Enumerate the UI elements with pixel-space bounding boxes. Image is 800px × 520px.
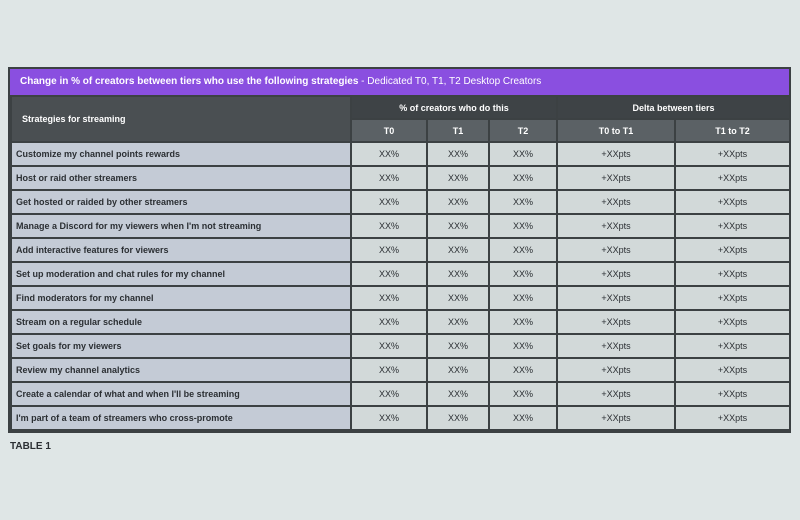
- value-cell-d2: +XXpts: [676, 239, 789, 261]
- value-cell-t2: XX%: [490, 239, 556, 261]
- value-cell-t1: XX%: [428, 311, 488, 333]
- table-row: [12, 191, 789, 213]
- banner-title: Change in % of creators between tiers who use the following strategies: [20, 76, 359, 87]
- value-cell-t0: XX%: [352, 287, 426, 309]
- strategy-label: Create a calendar of what and when I'll be streaming: [12, 383, 350, 405]
- value-cell-t0: XX%: [352, 143, 426, 165]
- value-cell-t1: XX%: [428, 335, 488, 357]
- table-row: [12, 263, 789, 285]
- value-cell-t1: XX%: [428, 383, 488, 405]
- strategies-table-panel: [8, 67, 791, 433]
- value-cell-d2: +XXpts: [676, 311, 789, 333]
- value-cell-t0: XX%: [352, 239, 426, 261]
- value-cell-d1: +XXpts: [558, 143, 674, 165]
- value-cell-d2: +XXpts: [676, 407, 789, 429]
- strategy-label: Add interactive features for viewers: [12, 239, 350, 261]
- value-cell-t0: XX%: [352, 167, 426, 189]
- table-body: [12, 143, 789, 429]
- value-cell-t0: XX%: [352, 359, 426, 381]
- value-cell-d2: +XXpts: [676, 191, 789, 213]
- value-cell-t2: XX%: [490, 335, 556, 357]
- value-cell-d1: +XXpts: [558, 167, 674, 189]
- delta-group-header: Delta between tiers: [558, 97, 789, 118]
- value-cell-t2: XX%: [490, 287, 556, 309]
- table-banner: [10, 69, 789, 95]
- strategy-label: Manage a Discord for my viewers when I'm not streaming: [12, 215, 350, 237]
- value-cell-t2: XX%: [490, 191, 556, 213]
- value-cell-d2: +XXpts: [676, 383, 789, 405]
- table-row: [12, 359, 789, 381]
- table-row: [12, 407, 789, 429]
- banner-subtitle: - Dedicated T0, T1, T2 Desktop Creators: [358, 76, 542, 87]
- strategies-table: [10, 95, 791, 431]
- col-header-t1: T1: [428, 120, 488, 141]
- strategy-label: Host or raid other streamers: [12, 167, 350, 189]
- value-cell-d2: +XXpts: [676, 167, 789, 189]
- table-row: [12, 239, 789, 261]
- value-cell-t1: XX%: [428, 167, 488, 189]
- strategy-label: Set goals for my viewers: [12, 335, 350, 357]
- strategy-label: I'm part of a team of streamers who cross-promote: [12, 407, 350, 429]
- value-cell-t2: XX%: [490, 263, 556, 285]
- value-cell-t1: XX%: [428, 143, 488, 165]
- value-cell-t0: XX%: [352, 407, 426, 429]
- value-cell-d2: +XXpts: [676, 263, 789, 285]
- value-cell-t0: XX%: [352, 335, 426, 357]
- table-row: [12, 143, 789, 165]
- table-row: [12, 287, 789, 309]
- value-cell-t2: XX%: [490, 383, 556, 405]
- strategy-label: Review my channel analytics: [12, 359, 350, 381]
- value-cell-t1: XX%: [428, 215, 488, 237]
- table-row: [12, 383, 789, 405]
- strategy-label: Find moderators for my channel: [12, 287, 350, 309]
- value-cell-t0: XX%: [352, 215, 426, 237]
- value-cell-t0: XX%: [352, 263, 426, 285]
- value-cell-d2: +XXpts: [676, 215, 789, 237]
- value-cell-d2: +XXpts: [676, 287, 789, 309]
- value-cell-t2: XX%: [490, 359, 556, 381]
- col-header-t1-to-t2: T1 to T2: [676, 120, 789, 141]
- value-cell-d1: +XXpts: [558, 263, 674, 285]
- value-cell-d2: +XXpts: [676, 359, 789, 381]
- table-row: [12, 215, 789, 237]
- value-cell-t2: XX%: [490, 143, 556, 165]
- value-cell-d1: +XXpts: [558, 359, 674, 381]
- table-row: [12, 311, 789, 333]
- value-cell-t0: XX%: [352, 311, 426, 333]
- col-header-t0: T0: [352, 120, 426, 141]
- value-cell-d1: +XXpts: [558, 407, 674, 429]
- value-cell-t2: XX%: [490, 215, 556, 237]
- table-row: [12, 167, 789, 189]
- strategy-label: Customize my channel points rewards: [12, 143, 350, 165]
- value-cell-d2: +XXpts: [676, 143, 789, 165]
- value-cell-t2: XX%: [490, 167, 556, 189]
- value-cell-t0: XX%: [352, 191, 426, 213]
- value-cell-d2: +XXpts: [676, 335, 789, 357]
- value-cell-t0: XX%: [352, 383, 426, 405]
- value-cell-d1: +XXpts: [558, 239, 674, 261]
- value-cell-t1: XX%: [428, 407, 488, 429]
- value-cell-t1: XX%: [428, 263, 488, 285]
- value-cell-d1: +XXpts: [558, 287, 674, 309]
- strategy-column-header: Strategies for streaming: [12, 97, 350, 141]
- table-row: [12, 335, 789, 357]
- value-cell-d1: +XXpts: [558, 191, 674, 213]
- value-cell-t1: XX%: [428, 359, 488, 381]
- value-cell-d1: +XXpts: [558, 215, 674, 237]
- value-cell-t1: XX%: [428, 239, 488, 261]
- strategy-label: Get hosted or raided by other streamers: [12, 191, 350, 213]
- strategy-label: Stream on a regular schedule: [12, 311, 350, 333]
- percent-group-header: % of creators who do this: [352, 97, 556, 118]
- value-cell-t2: XX%: [490, 311, 556, 333]
- value-cell-t1: XX%: [428, 287, 488, 309]
- value-cell-d1: +XXpts: [558, 383, 674, 405]
- value-cell-t1: XX%: [428, 191, 488, 213]
- col-header-t0-to-t1: T0 to T1: [558, 120, 674, 141]
- value-cell-t2: XX%: [490, 407, 556, 429]
- strategy-label: Set up moderation and chat rules for my channel: [12, 263, 350, 285]
- table-caption: TABLE 1: [10, 441, 51, 452]
- value-cell-d1: +XXpts: [558, 311, 674, 333]
- value-cell-d1: +XXpts: [558, 335, 674, 357]
- col-header-t2: T2: [490, 120, 556, 141]
